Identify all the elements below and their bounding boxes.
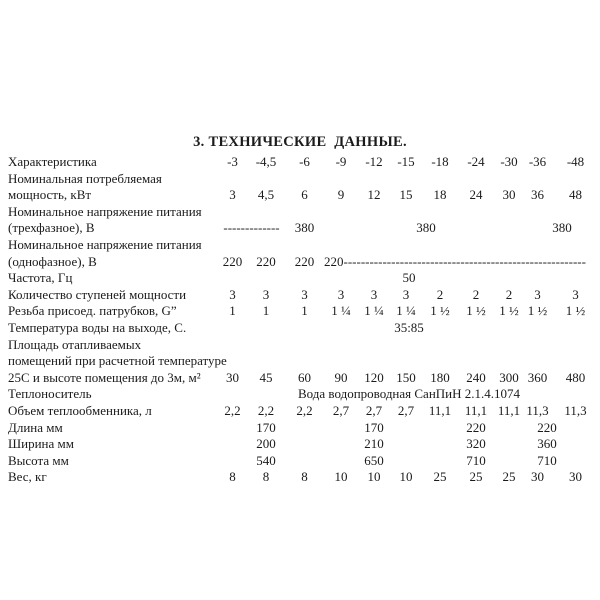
table-cell: 48: [569, 187, 582, 203]
table-cell: 3: [229, 187, 236, 203]
column-header: -48: [566, 154, 585, 169]
table-cell: 360: [527, 369, 548, 385]
table-cell: 10: [367, 469, 381, 485]
table-row: [8, 237, 600, 270]
table-row: [8, 303, 600, 320]
table-cell: 650: [364, 452, 384, 468]
table-cell: 9: [337, 187, 345, 203]
column-header: -36: [528, 154, 547, 169]
table-cell: 2,2: [257, 402, 275, 418]
table-cell: 540: [256, 452, 276, 468]
row-label: [8, 171, 218, 204]
column-header: -4,5: [255, 154, 277, 169]
table-row: [8, 403, 600, 420]
table-row: [8, 469, 600, 486]
table-cell: 1: [229, 303, 236, 319]
table-cell: 220: [466, 419, 486, 435]
table-cell: 220--------------------------------------------------------: [324, 253, 586, 269]
row-label: [8, 204, 218, 237]
table-cell: 90: [334, 369, 348, 385]
table-cell: 11,3: [526, 402, 549, 418]
table-cell: 10: [334, 469, 348, 485]
table-cell: 1 ½: [430, 303, 450, 319]
tech-table-body: [8, 154, 600, 486]
table-cell: 8: [229, 469, 236, 485]
table-cell: 11,1: [464, 402, 488, 418]
row-label: [8, 469, 218, 486]
table-cell: 170: [364, 419, 384, 435]
row-label-line: Номинальная потребляемая: [8, 170, 162, 186]
row-label-line: Частота, Гц: [8, 270, 73, 286]
table-cell: 150: [396, 369, 416, 385]
table-cell: 1 ½: [499, 303, 519, 319]
row-label-line: помещений при расчетной температуре: [8, 353, 227, 369]
row-label: [8, 287, 218, 304]
row-label-line: Длина мм: [8, 419, 63, 435]
table-cell: 710: [466, 452, 486, 468]
row-label-line: мощность, кВт: [8, 187, 92, 203]
table-cell: 45: [259, 369, 273, 385]
table-cell: 3: [301, 286, 308, 302]
table-cell: [218, 453, 247, 470]
table-cell: 240: [466, 369, 486, 385]
table-cell: 30: [569, 469, 582, 485]
row-label: [8, 386, 218, 403]
row-label-line: Температура воды на выходе, С.: [8, 319, 187, 335]
row-label-line: Ширина мм: [8, 436, 74, 452]
table-cell: 380: [294, 220, 315, 236]
row-label-line: 25С и высоте помещения до 3м, м²: [8, 369, 201, 385]
table-cell: 2,7: [332, 402, 350, 418]
table-cell: 25: [502, 469, 516, 485]
tech-data-table: [8, 154, 600, 486]
table-cell: 3: [402, 286, 410, 302]
row-label: [8, 320, 218, 337]
table-cell: 1 ¼: [396, 303, 416, 319]
table-cell: 50: [402, 270, 416, 286]
table-cell: 210: [364, 436, 384, 452]
table-cell: 200: [256, 436, 276, 452]
table-cell: -------------: [223, 220, 280, 236]
table-row: [8, 420, 600, 437]
table-cell: 1 ½: [466, 303, 486, 319]
table-cell: 3: [337, 286, 345, 302]
table-cell: 3: [370, 286, 378, 302]
table-cell: 2,7: [397, 402, 415, 418]
table-row: [8, 337, 600, 387]
table-cell: 360: [537, 436, 557, 452]
table-cell: 11,1: [428, 402, 452, 418]
table-row: [8, 386, 600, 403]
row-label-line: Объем теплообменника, л: [8, 402, 152, 418]
row-label-line: Вес, кг: [8, 469, 47, 485]
table-cell: 220: [537, 419, 557, 435]
table-row: [8, 320, 600, 337]
table-cell: 30: [531, 469, 544, 485]
table-cell: 36: [531, 187, 544, 203]
row-label: [8, 303, 218, 320]
table-cell: 15: [399, 187, 413, 203]
table-cell: [218, 436, 247, 453]
table-cell: 2: [436, 286, 444, 302]
table-cell: [285, 420, 358, 437]
table-cell: 1: [301, 303, 308, 319]
table-cell: 3: [534, 286, 541, 302]
table-cell: 2,2: [296, 402, 313, 418]
table-cell: 300: [499, 369, 519, 385]
row-label-line: Высота мм: [8, 452, 69, 468]
table-cell: 4,5: [257, 187, 275, 203]
table-cell: 380: [552, 220, 572, 236]
table-row: [8, 270, 600, 287]
table-cell: [390, 453, 458, 470]
table-cell: 2,2: [224, 402, 241, 418]
table-cell: 18: [433, 187, 447, 203]
table-cell: 220: [294, 253, 315, 269]
table-cell: 8: [301, 469, 308, 485]
table-cell: 3: [572, 286, 579, 302]
table-cell: 170: [256, 419, 276, 435]
table-cell: Вода водопроводная СанПиН 2.1.4.1074: [297, 386, 521, 402]
row-label-line: Номинальное напряжение питания: [8, 236, 202, 252]
table-row: [8, 287, 600, 304]
column-header-characteristic: Характеристика: [8, 154, 97, 169]
table-cell: 11,1: [497, 402, 521, 418]
table-cell: 30: [502, 187, 516, 203]
table-row: [8, 453, 600, 470]
row-label: [8, 336, 227, 387]
row-label-line: (однофазное), В: [8, 253, 97, 269]
table-cell: 320: [466, 436, 486, 452]
table-cell: [218, 420, 247, 437]
column-header: -30: [500, 154, 518, 169]
column-header: -3: [227, 154, 238, 169]
table-cell: [285, 436, 358, 453]
table-row: [8, 436, 600, 453]
table-cell: 24: [469, 187, 483, 203]
table-cell: 710: [537, 452, 557, 468]
table-cell: 1: [262, 303, 270, 319]
column-header: -12: [365, 154, 383, 169]
table-cell: 6: [301, 187, 308, 203]
table-cell: 25: [433, 469, 447, 485]
row-label-line: (трехфазное), В: [8, 220, 95, 236]
table-cell: 12: [367, 187, 381, 203]
table-cell: 1 ¼: [364, 303, 384, 319]
table-cell: 380: [416, 220, 436, 236]
column-header: -24: [467, 154, 485, 169]
table-cell: [285, 453, 358, 470]
table-cell: 25: [469, 469, 483, 485]
table-cell: [324, 204, 358, 237]
table-cell: 1 ½: [527, 303, 548, 319]
table-cell: 35:85: [394, 319, 424, 335]
table-cell: 3: [262, 286, 270, 302]
row-label: [8, 270, 218, 287]
table-cell: [390, 420, 458, 437]
table-cell: 1 ¼: [331, 303, 351, 319]
row-label-line: Теплоноситель: [8, 386, 92, 402]
table-cell: 30: [226, 369, 239, 385]
column-header: -6: [299, 154, 310, 169]
table-cell: [390, 436, 458, 453]
row-label-line: Резьба присоед. патрубков, G”: [8, 303, 177, 319]
table-cell: 60: [298, 369, 311, 385]
row-label: [8, 436, 218, 453]
table-cell: [494, 204, 524, 237]
column-header: -9: [335, 154, 347, 169]
row-label-line: Номинальное напряжение питания: [8, 203, 202, 219]
row-label-line: Количество ступеней мощности: [8, 286, 187, 302]
table-cell: 480: [565, 369, 586, 385]
table-cell: 2: [505, 286, 513, 302]
table-cell: 220: [256, 253, 276, 269]
column-header: -18: [431, 154, 449, 169]
row-label: [8, 237, 218, 270]
table-cell: 3: [229, 286, 236, 302]
table-cell: 1 ½: [565, 303, 586, 319]
page-title: 3. ТЕХНИЧЕСКИЕ ДАННЫЕ.: [193, 134, 407, 150]
table-header-row: [8, 154, 600, 171]
table-cell: 180: [430, 369, 450, 385]
row-label-line: Площадь отапливаемых: [8, 336, 142, 352]
table-cell: 8: [262, 469, 270, 485]
table-cell: 2: [472, 286, 480, 302]
table-cell: 2,7: [365, 402, 383, 418]
row-label: [8, 420, 218, 437]
table-row: [8, 204, 600, 237]
table-cell: 120: [364, 369, 384, 385]
column-header: -15: [397, 154, 415, 169]
table-cell: 11,3: [564, 402, 587, 418]
row-label: [8, 453, 218, 470]
table-cell: 10: [399, 469, 413, 485]
row-label: [8, 403, 218, 420]
table-cell: 220: [222, 253, 243, 269]
table-row: [8, 171, 600, 204]
